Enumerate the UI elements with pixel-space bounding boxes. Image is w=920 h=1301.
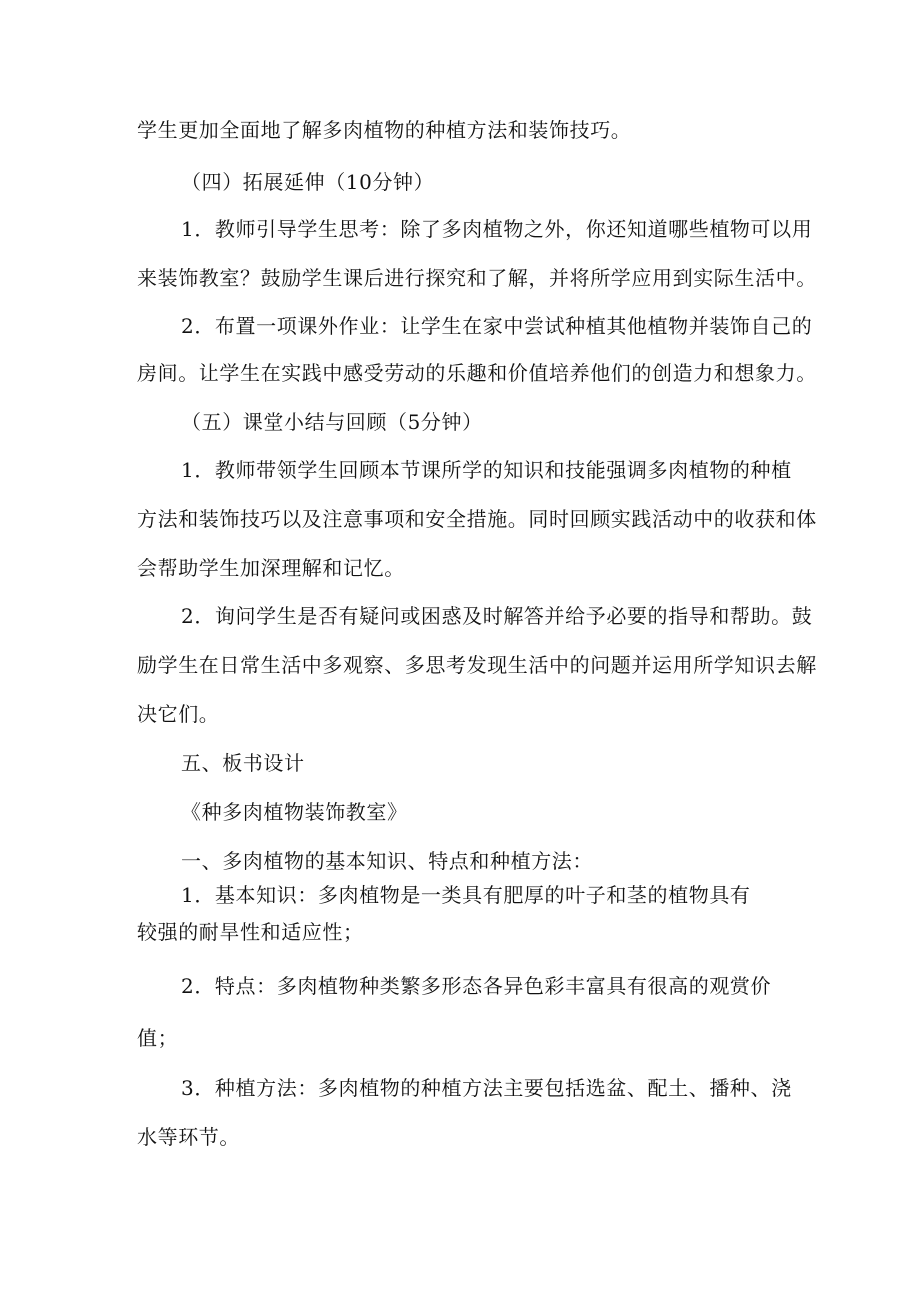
text-line-6: 房间。让学生在实践中感受劳动的乐趣和价值培养他们的创造力和想象力。 (137, 361, 817, 385)
text-line-12: 励学生在日常生活中多观察、多思考发现生活中的问题并运用所学知识去解 (137, 653, 817, 677)
section-heading-5: （五）课堂小结与回顾（5分钟） (181, 410, 483, 434)
text-line-21: 3．种植方法：多肉植物的种植方法主要包括选盆、配土、播种、浇 (181, 1076, 792, 1100)
text-line-18: 较强的耐旱性和适应性； (137, 920, 364, 944)
text-line-19: 2．特点：多肉植物种类繁多形态各异色彩丰富具有很高的观赏价 (181, 974, 772, 998)
section-heading-board-design: 五、板书设计 (181, 751, 305, 775)
text-line-13: 决它们。 (137, 702, 220, 726)
text-line-1: 学生更加全面地了解多肉植物的种植方法和装饰技巧。 (137, 118, 632, 142)
text-line-11: 2．询问学生是否有疑问或困惑及时解答并给予必要的指导和帮助。鼓 (181, 604, 813, 628)
section-heading-4: （四）拓展延伸（10分钟） (181, 170, 435, 194)
text-line-8: 1．教师带领学生回顾本节课所学的知识和技能强调多肉植物的种植 (181, 458, 792, 482)
board-title: 《种多肉植物装饰教室》 (181, 800, 408, 824)
text-line-3: 1．教师引导学生思考：除了多肉植物之外，你还知道哪些植物可以用 (181, 217, 813, 241)
text-line-4: 来装饰教室？鼓励学生课后进行探究和了解，并将所学应用到实际生活中。 (137, 266, 817, 290)
text-line-22: 水等环节。 (137, 1125, 240, 1149)
board-subheading: 一、多肉植物的基本知识、特点和种植方法： (181, 849, 593, 873)
text-line-5: 2．布置一项课外作业：让学生在家中尝试种植其他植物并装饰自己的 (181, 314, 813, 338)
text-line-9: 方法和装饰技巧以及注意事项和安全措施。同时回顾实践活动中的收获和体 (137, 507, 817, 531)
text-line-20: 值； (137, 1026, 179, 1050)
text-line-10: 会帮助学生加深理解和记忆。 (137, 556, 405, 580)
text-line-17: 1．基本知识：多肉植物是一类具有肥厚的叶子和茎的植物具有 (181, 883, 751, 907)
